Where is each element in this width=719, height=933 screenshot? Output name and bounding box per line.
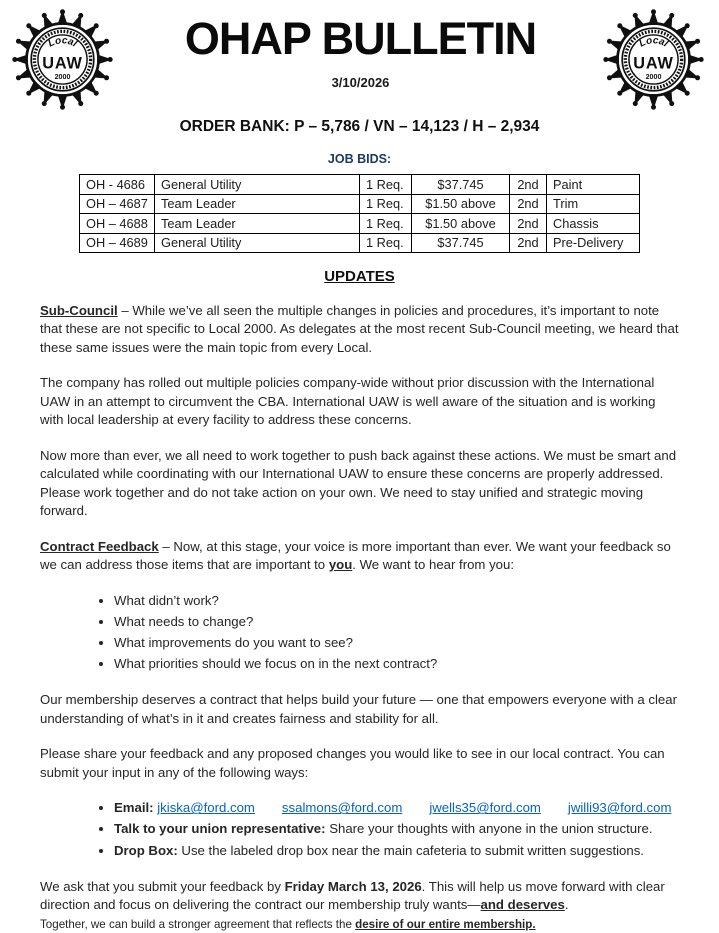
email-link[interactable]: ssalmons@ford.com [281,800,403,816]
text-segment: What needs to change? [114,613,254,629]
table-row [80,175,640,195]
list-item [114,797,679,818]
text-segment: Please share your feedback and any proposed changes you would like to see in our local contract. You can submit your input in any of the following ways: [40,746,665,780]
table-cell: General Utility [155,233,360,253]
table-cell: 2nd [510,214,547,234]
text-segment: . We want to hear from you: [352,557,515,573]
email-link[interactable]: jwells35@ford.com [429,800,541,816]
text-segment: What improvements do you want to see? [114,635,353,651]
title-block [120,7,601,90]
text-segment: Share your thoughts with anyone in the union structure. [325,821,653,837]
table-cell: $1.50 above [412,214,510,234]
table-cell: OH – 4689 [80,233,155,253]
text-segment: Email: [114,800,158,816]
list-item [114,590,679,611]
submission-ways-list [40,797,679,860]
table-cell: General Utility [155,175,360,195]
text-segment: Use the labeled drop box near the main cafeteria to submit written suggestions. [177,842,644,858]
table-row [80,194,640,214]
table-cell: $37.745 [412,175,510,195]
text-segment: Talk to your union representative: [114,821,326,837]
table-row [80,233,640,253]
text-segment: desire of our entire membership. [355,917,536,931]
table-cell: 2nd [510,194,547,214]
paragraph-together [40,917,679,933]
table-cell: 1 Req. [360,175,412,195]
paragraph-contract-feedback [40,538,679,575]
table-cell: OH - 4686 [80,175,155,195]
table-cell: Paint [547,175,640,195]
job-bids-heading: JOB BIDS: [327,152,392,166]
list-item [114,632,679,653]
text-segment: We ask that you submit your feedback by [40,878,285,894]
table-row [80,214,640,234]
order-bank-line: ORDER BANK: P – 5,786 / VN – 14,123 / H – 2,934 [179,118,540,135]
paragraph-membership-deserves [40,691,679,728]
bulletin-body [0,302,719,933]
logo-top-text: Local [46,35,79,50]
text-segment: What priorities should we focus on in the next contract? [114,656,438,672]
text-segment: Now more than ever, we all need to work together to push back against these actions. We must be smart and calculated while coordinating with our International UAW to ensure these concerns are properly addressed. Please work together and do not take action on your own. We need to stay unified and strategic moving forward. [40,447,677,519]
logo-bottom-text: 2000 [54,72,71,81]
email-link[interactable]: jkiska@ford.com [157,800,255,816]
list-item [114,840,679,861]
table-cell: 1 Req. [360,214,412,234]
paragraph-share-feedback [40,745,679,782]
table-cell: Trim [547,194,640,214]
text-segment: What didn’t work? [114,592,219,608]
text-segment: . [564,897,569,913]
table-cell: Team Leader [155,214,360,234]
masthead [0,0,719,112]
list-item [114,653,679,674]
table-cell: $1.50 above [412,194,510,214]
page-title: OHAP BULLETIN [184,13,537,64]
text-segment: The company has rolled out multiple policies company-wide without prior discussion with the International UAW in an attempt to circumvent the CBA. International UAW is well aware of the situation and is working with local leadership at every facility to address these concerns. [40,375,656,428]
email-link[interactable]: jwilli93@ford.com [567,800,672,816]
list-item [114,611,679,632]
text-segment: Drop Box: [114,842,178,858]
text-segment: and deserves [480,897,565,913]
text-segment: Together, we can build a stronger agreement that reflects the [40,917,356,931]
table-cell: Chassis [547,214,640,234]
text-segment: – Now, at this stage, your voice is more important than ever. We want your feedback so we can address those items that are important to [40,538,671,573]
text-segment: Friday March 13, 2026 [284,878,422,894]
table-cell: Team Leader [155,194,360,214]
paragraph-company-policies [40,374,679,429]
text-segment: – While we’ve all seen the multiple changes in policies and procedures, it’s important to note that these are not specific to Local 2000. As delegates at the most recent Sub-Council meeting, we heard that these same issues were the main topic from every Local. [40,303,679,355]
table-cell: OH – 4687 [80,194,155,214]
paragraph-sub-council [40,302,679,357]
job-bids-table [79,174,640,253]
list-item [114,818,679,839]
table-cell: 1 Req. [360,194,412,214]
paragraph-push-back [40,447,679,521]
bulletin-date: 3/10/2026 [331,75,390,91]
table-cell: OH – 4688 [80,214,155,234]
table-cell: 2nd [510,175,547,195]
uaw-local-2000-logo-left [10,7,115,112]
text-segment: . This will help us move forward with clear direction and focus on delivering the contract our membership truly wants— [40,878,665,913]
feedback-questions-list [40,590,679,675]
table-cell: 1 Req. [360,233,412,253]
uaw-local-2000-logo-right [601,7,706,112]
job-bids-table-body [80,175,640,253]
text-segment: Our membership deserves a contract that helps build your future — one that empowers everyone with a clear understanding of what’s in it and creates fairness and stability for all. [40,692,677,726]
updates-heading: UPDATES [324,268,395,285]
table-cell: Pre-Delivery [547,233,640,253]
table-cell: 2nd [510,233,547,253]
text-segment: Sub-Council [40,303,118,318]
paragraph-deadline [40,878,679,915]
logo-center-text: UAW [42,54,83,73]
table-cell: $37.745 [412,233,510,253]
text-segment: Contract Feedback [40,538,159,554]
text-segment: you [328,557,353,573]
